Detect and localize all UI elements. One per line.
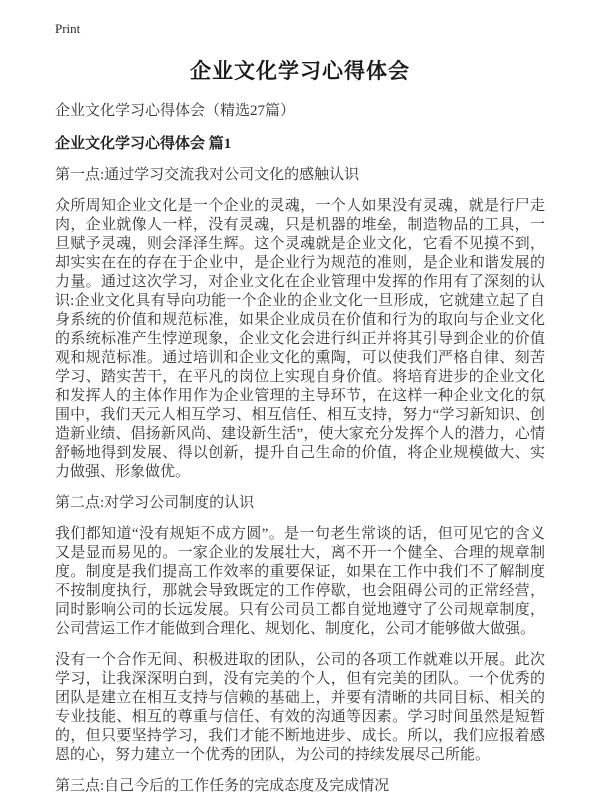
section-heading-2: 第二点:对学习公司制度的认识 [55, 495, 255, 511]
section-heading-1: 第一点:通过学习交流我对公司文化的感触认识 [55, 167, 360, 183]
page-title: 企业文化学习心得体会 [190, 59, 410, 83]
print-link[interactable]: Print [55, 21, 81, 36]
article-heading: 企业文化学习心得体会 篇1 [55, 136, 232, 152]
body-paragraph-3: 没有一个合作无间、积极进取的团队，公司的各项工作就难以开展。此次学习，让我深深明白到，没有完美的个人，但有完美的团队。一个优秀的团队是建立在相互支持与信赖的基础上，并要有清晰的共同目标、相关的专业技能、相互的尊重与信任、有效的沟通等因素。学习时间虽然是短暂的，但只要坚持学习，我们才能不断地进步、成长。所以，我们应报着感恩的心，努力建立一个优秀的团队，为公司的持续发展尽己所能。 [55, 652, 545, 763]
body-paragraph-1: 众所周知企业文化是一个企业的灵魂，一个人如果没有灵魂，就是行尸走肉，企业就像人一样，没有灵魂，只是机器的堆垒，制造物品的工具，一旦赋予灵魂，则会泽泽生辉。这个灵魂就是企业文化，它看不见摸不到，却实实在在的存在于企业中，是企业行为规范的准则，是企业和谐发展的力量。通过这次学习，对企业文化在企业管理中发挥的作用有了深刻的认识:企业文化具有导向功能一个企业的企业文化一旦形成，它就建立起了自身系统的价值和规范标准，如果企业成员在价值和行为的取向与企业文化的系统标准产生悖逆现象，企业文化会进行纠正并将其引导到企业的价值观和规范标准。通过培训和企业文化的熏陶，可以使我们严格自律、刻苦学习、踏实苦干，在平凡的岗位上实现自身价值。将培育进步的企业文化和发挥人的主体作用作为企业管理的主导环节，在这样一种企业文化的氛围中，我们天元人相互学习、相互信任、相互支持，努力“学习新知识、创造新业绩、倡扬新风尚、建设新生活”，使大家充分发挥个人的潜力，心情舒畅地得到发展、得以创新，提升自己生命的价值，将企业规模做大、实力做强、形象做优。 [55, 198, 545, 480]
document-subtitle: 企业文化学习心得体会（精选27篇） [55, 103, 296, 119]
section-heading-3: 第三点:自己今后的工作任务的完成态度及完成情况 [55, 778, 390, 794]
body-paragraph-2: 我们都知道“没有规矩不成方圆”。是一句老生常谈的话，但可见它的含义又是显而易见的。一家企业的发展壮大，离不开一个健全、合理的规章制度。制度是我们提高工作效率的重要保证，如果在工作中我们不了解制度不按制度执行，那就会导致既定的工作停歇，也会阻碍公司的正常经营，同时影响公司的长远发展。只有公司员工都自觉地遵守了公司规章制度，公司营运工作才能做到合理化、规划化、制度化，公司才能够做大做强。 [55, 526, 545, 637]
